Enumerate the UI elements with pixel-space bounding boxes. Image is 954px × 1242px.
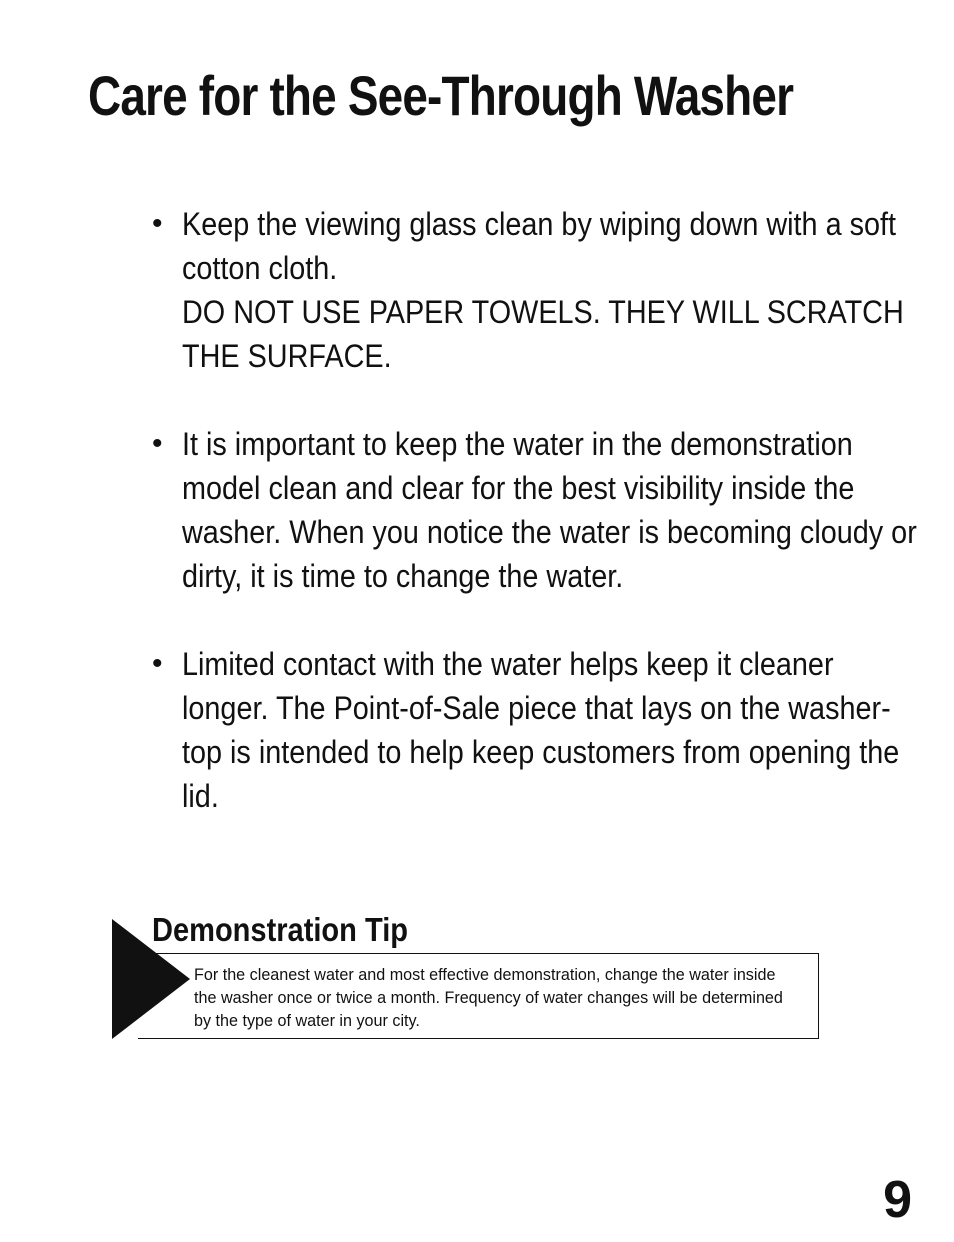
page-number: 9 bbox=[883, 1171, 912, 1229]
bullet-icon: • bbox=[152, 207, 163, 240]
bullet-icon: • bbox=[152, 647, 163, 680]
bullet-text bbox=[182, 202, 919, 378]
page-title: Care for the See-Through Washer bbox=[88, 64, 794, 127]
list-item bbox=[150, 422, 920, 598]
care-instructions-list bbox=[150, 202, 920, 862]
bullet-icon: • bbox=[152, 427, 163, 460]
tip-body: For the cleanest water and most effective demonstration, change the water inside the washer once or twice a month. Frequency of water changes will be determined by the type of water in your city. bbox=[194, 965, 783, 1030]
list-item bbox=[150, 202, 920, 378]
bullet-text: It is important to keep the water in the demonstration model clean and clear for the best visibility inside the washer. When you notice the water is becoming cloudy or dirty, it is time to change the water. bbox=[182, 426, 917, 594]
bullet-paragraph: Keep the viewing glass clean by wiping down with a soft cotton cloth. bbox=[182, 206, 897, 286]
bullet-text: Limited contact with the water helps keep it cleaner longer. The Point-of-Sale piece that lays on the washer-top is intended to help keep customers from opening the lid. bbox=[182, 646, 900, 814]
warning-text: DO NOT USE PAPER TOWELS. THEY WILL SCRATCH THE SURFACE. bbox=[182, 294, 904, 374]
tip-heading: Demonstration Tip bbox=[152, 911, 409, 948]
list-item bbox=[150, 642, 920, 818]
demonstration-tip bbox=[112, 905, 820, 1045]
